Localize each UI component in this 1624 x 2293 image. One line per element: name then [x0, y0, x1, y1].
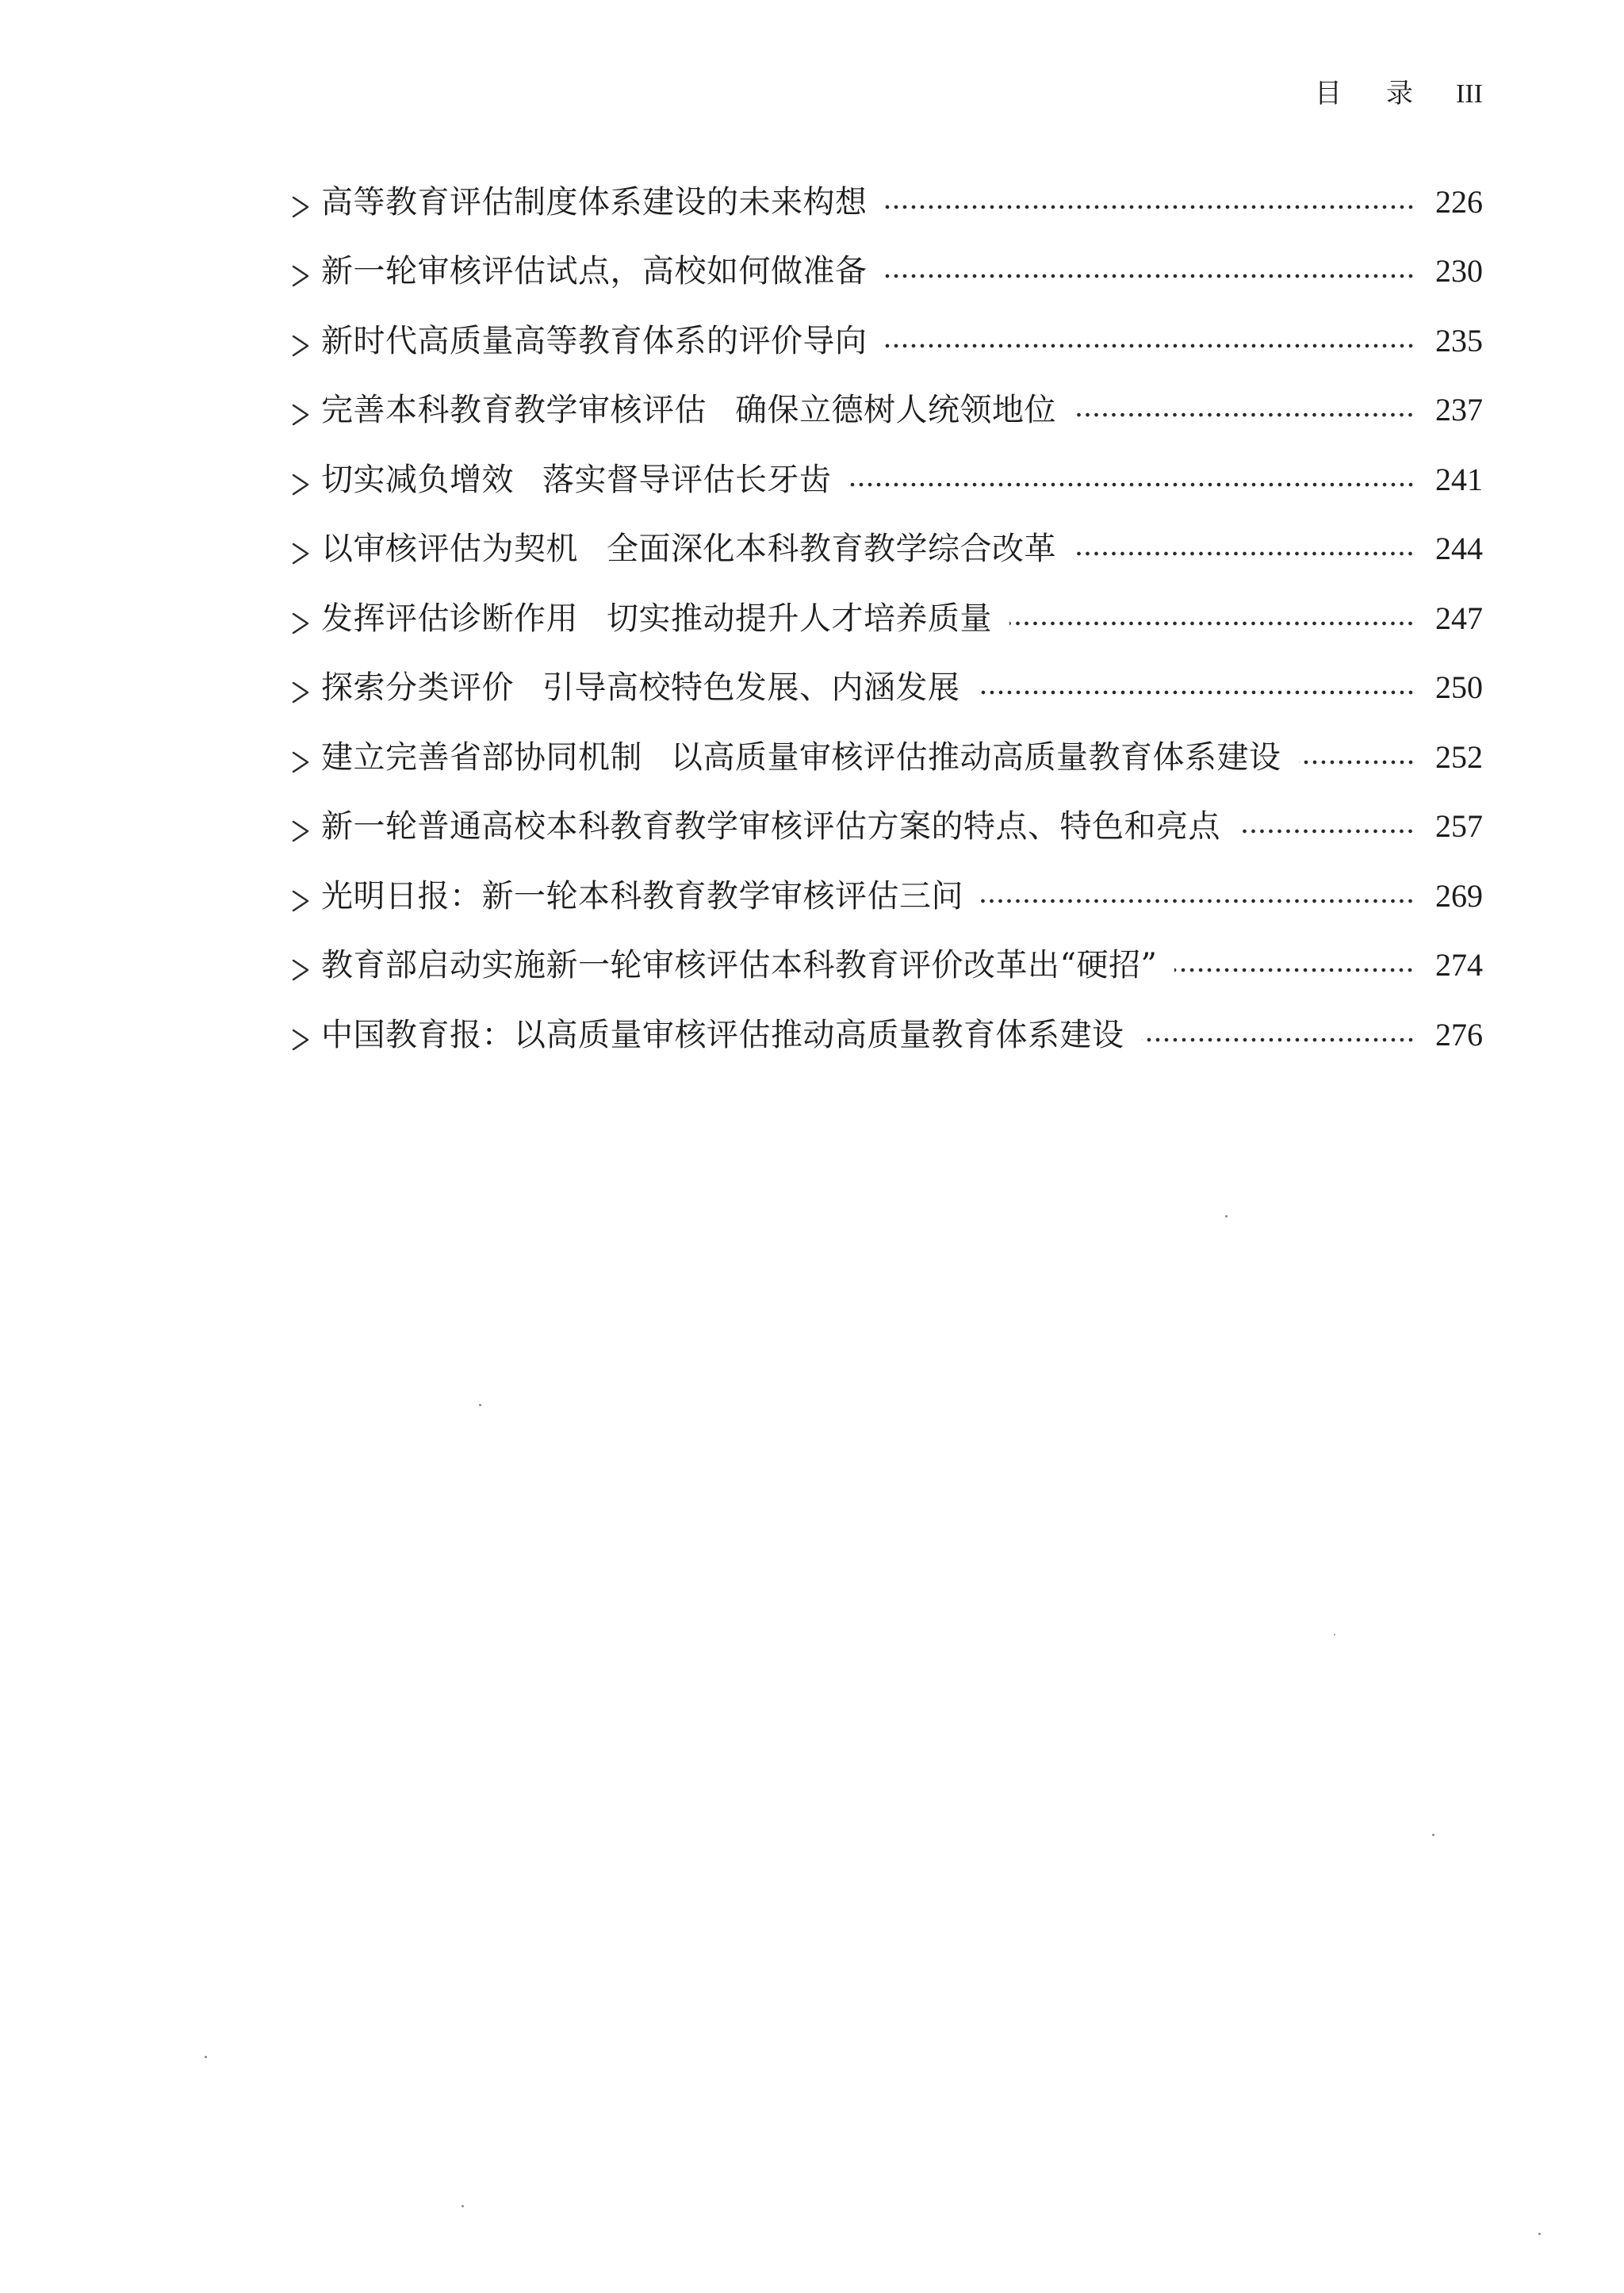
dot-leader [1142, 1036, 1415, 1044]
toc-entry-title [321, 877, 963, 915]
dot-leader [981, 897, 1415, 905]
toc-entry-page-number: 269 [1435, 877, 1483, 914]
table-of-contents [285, 167, 1483, 1070]
toc-entry[interactable] [285, 237, 1483, 307]
toc-entry-title-main: 以审核评估为契机 [321, 531, 578, 568]
dot-leader [1074, 411, 1415, 419]
toc-entry[interactable] [285, 1000, 1483, 1070]
chevron-right-icon [285, 330, 316, 362]
scan-speck [1334, 1634, 1335, 1635]
header-title-char-1: 目 [1315, 78, 1342, 109]
toc-entry-page-number: 241 [1435, 461, 1483, 497]
toc-entry-title-main: 探索分类评价 [321, 669, 514, 707]
toc-entry-page-number: 252 [1435, 738, 1483, 775]
toc-entry-title [321, 391, 1056, 429]
toc-entry-page-number: 237 [1435, 392, 1483, 428]
scan-speck [479, 1404, 481, 1406]
toc-entry-title-sub: 引导高校特色发展、内涵发展 [542, 669, 960, 707]
toc-entry-title [321, 322, 868, 360]
scan-speck [1538, 2233, 1541, 2235]
toc-entry-title-sub: 切实推动提升人才培养质量 [607, 600, 992, 637]
toc-entry-title-main: 光明日报：新一轮本科教育教学审核评估三问 [321, 877, 963, 915]
toc-entry-title-main: 新一轮审核评估试点，高校如何做准备 [321, 253, 868, 290]
chevron-right-icon [285, 608, 316, 639]
chevron-right-icon [285, 746, 316, 778]
toc-entry[interactable] [285, 654, 1483, 723]
dot-leader [1009, 619, 1415, 627]
chevron-right-icon [285, 954, 316, 986]
toc-entry[interactable] [285, 723, 1483, 792]
toc-entry-title-main: 完善本科教育教学审核评估 [321, 392, 707, 429]
dot-leader [849, 481, 1415, 489]
dot-leader [885, 342, 1415, 350]
toc-entry-title [321, 807, 1220, 845]
toc-entry[interactable] [285, 167, 1483, 237]
toc-entry-title-sub: 全面深化本科教育教学综合改革 [607, 531, 1056, 568]
header-title-char-2: 录 [1386, 78, 1414, 109]
chevron-right-icon [285, 469, 316, 500]
toc-entry-title [321, 461, 832, 499]
toc-entry-title [321, 600, 992, 638]
toc-entry-title-main: 新时代高质量高等教育体系的评价导向 [321, 322, 868, 359]
toc-entry-title-main: 教育部启动实施新一轮审核评估本科教育评价改革出“硬招” [321, 947, 1158, 984]
toc-entry-page-number: 276 [1435, 1016, 1483, 1053]
toc-entry-page-number: 230 [1435, 253, 1483, 290]
scan-speck [1432, 1834, 1434, 1836]
toc-entry-page-number: 257 [1435, 808, 1483, 845]
scan-speck [462, 2205, 464, 2207]
toc-entry-title-main: 高等教育评估制度体系建设的未来构想 [321, 183, 868, 220]
toc-entry-title-main: 切实减负增效 [321, 461, 514, 498]
toc-entry-title [321, 669, 960, 707]
toc-entry-page-number: 244 [1435, 531, 1483, 567]
chevron-right-icon [285, 815, 316, 847]
dot-leader [978, 688, 1415, 696]
dot-leader [885, 203, 1415, 211]
dot-leader [885, 272, 1415, 280]
toc-entry-title [321, 1016, 1124, 1054]
dot-leader [1238, 827, 1415, 835]
toc-entry-title-main: 新一轮普通高校本科教育教学审核评估方案的特点、特色和亮点 [321, 808, 1220, 845]
chevron-right-icon [285, 260, 316, 292]
toc-entry[interactable] [285, 792, 1483, 862]
toc-entry-page-number: 226 [1435, 183, 1483, 220]
toc-entry[interactable] [285, 306, 1483, 376]
chevron-right-icon [285, 538, 316, 569]
toc-entry-title-sub: 确保立德树人统领地位 [735, 392, 1056, 429]
toc-entry-title [321, 252, 868, 290]
running-header [1315, 78, 1483, 110]
toc-entry-title [321, 738, 1281, 776]
scan-speck [1225, 1215, 1228, 1217]
toc-entry[interactable] [285, 584, 1483, 654]
chevron-right-icon [285, 191, 316, 223]
toc-entry-title-main: 建立完善省部协同机制 [321, 738, 642, 776]
toc-entry-title-sub: 落实督导评估长牙齿 [542, 461, 832, 498]
toc-entry-title-sub: 以高质量审核评估推动高质量教育体系建设 [671, 738, 1281, 776]
toc-entry-title [321, 530, 1056, 568]
chevron-right-icon [285, 399, 316, 431]
dot-leader [1299, 758, 1415, 766]
chevron-right-icon [285, 1024, 316, 1056]
dot-leader [1074, 550, 1415, 558]
toc-entry[interactable] [285, 931, 1483, 1001]
toc-entry-title-main: 中国教育报：以高质量审核评估推动高质量教育体系建设 [321, 1016, 1124, 1053]
toc-entry-title-main: 发挥评估诊断作用 [321, 600, 578, 637]
toc-entry-title [321, 946, 1157, 984]
toc-entry[interactable] [285, 445, 1483, 515]
header-page-number: III [1456, 79, 1483, 109]
scan-speck [205, 2056, 207, 2058]
toc-entry-page-number: 250 [1435, 669, 1483, 706]
dot-leader [1174, 966, 1415, 974]
toc-entry-title [321, 183, 868, 221]
toc-entry[interactable] [285, 376, 1483, 446]
toc-entry-page-number: 274 [1435, 947, 1483, 984]
chevron-right-icon [285, 885, 316, 917]
toc-entry[interactable] [285, 861, 1483, 931]
toc-entry[interactable] [285, 515, 1483, 585]
toc-entry-page-number: 235 [1435, 322, 1483, 359]
toc-entry-page-number: 247 [1435, 600, 1483, 636]
chevron-right-icon [285, 677, 316, 708]
